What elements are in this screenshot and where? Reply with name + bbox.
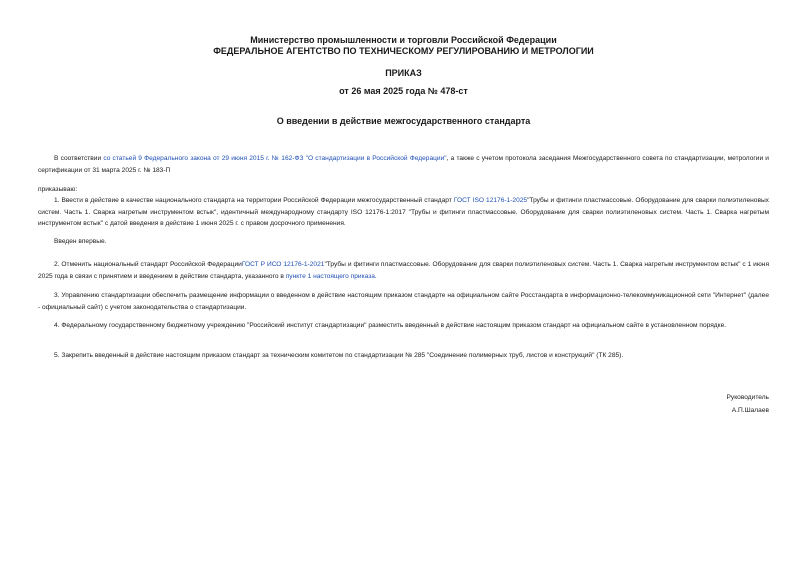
gost-iso-12176-link[interactable]: ГОСТ ISO 12176-1-2025 — [453, 197, 528, 204]
item-1-text-after: "Трубы и фитинги пластмассовые. Оборудование для сварки полиэтиленовых систем. Часть 1. Сварка нагретым инструментом встык", идентичный международному стандарту ISO 12176-1:2017 "Трубы и фитинги пластмассовые. Оборудование для сварки полиэтиленовых систем. Часть 1. Сварка нагретым инструментом встык" с датой введения в действие 1 июня 2025 г. с правом досрочного применения. — [38, 197, 769, 227]
agency-name: ФЕДЕРАЛЬНОЕ АГЕНТСТВО ПО ТЕХНИЧЕСКОМУ РЕГУЛИРОВАНИЮ И МЕТРОЛОГИИ — [213, 46, 594, 56]
signatory-name: А.П.Шалаев — [731, 407, 769, 414]
gost-r-iso-12176-link[interactable]: ГОСТ Р ИСО 12176-1-2021 — [241, 261, 325, 268]
item-2-text-middle: "Трубы и фитинги пластмассовые. Оборудование для сварки полиэтиленовых систем. Часть 1. Сварка нагретым инструментом встык" с 1 июня 2025 года в связи с принятием и введением в действие стандарта, указанного в — [38, 261, 770, 280]
item-5-text: 5. Закрепить введенный в действие настоящим приказом стандарт за техническим комитетом по стандартизации № 285 "Соединение полимерных труб, листов и конструкций" (ТК 285). — [54, 352, 624, 359]
document-type: ПРИКАЗ — [385, 68, 422, 78]
ministry-name: Министерство промышленности и торговли Российской Федерации — [250, 35, 557, 45]
order-word-text: приказываю: — [38, 186, 78, 193]
federal-law-link[interactable]: со статьей 9 Федерального закона от 29 июня 2015 г. № 162-ФЗ "О стандартизации в Российской Федерации" — [103, 155, 447, 162]
first-intro-paragraph — [38, 236, 769, 248]
item-2-paragraph — [38, 259, 769, 282]
preamble-text-after: , а также с учетом протокола заседания Межгосударственного совета по стандартизации, метрологии и сертификации от 31 марта 2025 г. № 183-П — [38, 155, 769, 174]
document-date-number: от 26 мая 2025 года № 478-ст — [339, 86, 468, 96]
order-word — [38, 184, 769, 196]
item-1-text: 1. Ввести в действие в качестве национального стандарта на территории Российской Федерации межгосударственный стандарт — [54, 197, 454, 204]
item-4-text: 4. Федеральному государственному бюджетному учреждению "Российский институт стандартизации" разместить введенный в действие настоящим приказом стандарт на официальном сайте в установленном порядке. — [54, 322, 727, 329]
first-intro-text: Введен впервые. — [54, 238, 107, 245]
signatory-position: Руководитель — [726, 394, 769, 401]
item-2-text: 2. Отменить национальный стандарт Российской Федерации — [54, 261, 242, 268]
item-3-text: 3. Управлению стандартизации обеспечить размещение информации о введенном в действие настоящим приказом стандарте на официальном сайте Росстандарта в информационно-телекоммуникационной сети "Интернет" (далее - официальный сайт) с учетом законодательства о стандартизации. — [38, 292, 769, 311]
item-5-paragraph — [38, 350, 769, 362]
item-2-text-after: . — [374, 272, 377, 280]
item-3-paragraph — [38, 290, 769, 313]
document-subject: О введении в действие межгосударственного стандарта — [276, 116, 531, 126]
item-4-paragraph — [38, 320, 769, 332]
item-1-reference-link[interactable]: пункте 1 настоящего приказа — [285, 272, 375, 280]
preamble-paragraph — [38, 153, 769, 176]
item-1-paragraph — [38, 195, 769, 230]
preamble-text: В соответствии — [54, 155, 104, 162]
